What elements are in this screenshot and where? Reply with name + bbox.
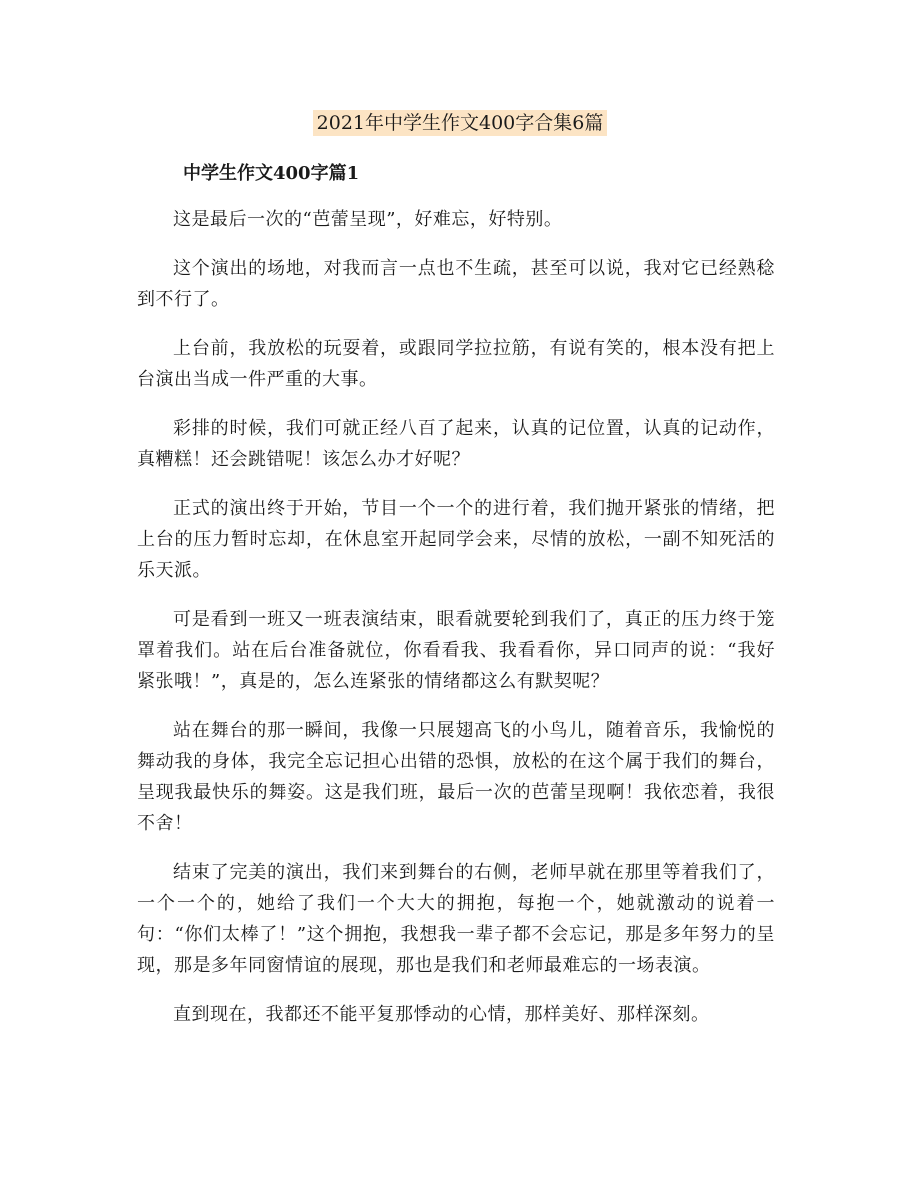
document-title-block	[0, 108, 920, 138]
paragraph-2: 这个演出的场地，对我而言一点也不生疏，甚至可以说，我对它已经熟稔到不行了。	[137, 258, 775, 310]
section-heading: 中学生作文400字篇1	[183, 163, 360, 184]
paragraph-4: 彩排的时候，我们可就正经八百了起来，认真的记位置，认真的记动作，真糟糕！还会跳错呢！该怎么办才好呢？	[137, 418, 775, 470]
document-title: 2021年中学生作文400字合集6篇	[313, 110, 608, 136]
paragraph-7: 站在舞台的那一瞬间，我像一只展翅高飞的小鸟儿，随着音乐，我愉悦的舞动我的身体，我完全忘记担心出错的恐惧，放松的在这个属于我们的舞台，呈现我最快乐的舞姿。这是我们班，最后一次的芭蕾呈现啊！我依恋着，我很不舍！	[137, 720, 775, 834]
paragraph-8: 结束了完美的演出，我们来到舞台的右侧，老师早就在那里等着我们了，一个一个的，她给了我们一个大大的拥抱，每抱一个，她就激动的说着一句：“你们太棒了！”这个拥抱，我想我一辈子都不会忘记，那是多年努力的呈现，那是多年同窗情谊的展现，那也是我们和老师最难忘的一场表演。	[137, 862, 775, 976]
paragraph-9: 直到现在，我都还不能平复那悸动的心情，那样美好、那样深刻。	[173, 1004, 710, 1025]
essay-body	[137, 204, 775, 1048]
paragraph-6: 可是看到一班又一班表演结束，眼看就要轮到我们了，真正的压力终于笼罩着我们。站在后台准备就位，你看看我、我看看你，异口同声的说：“我好紧张哦！”，真是的，怎么连紧张的情绪都这么有默契呢？	[137, 609, 775, 692]
paragraph-5: 正式的演出终于开始，节目一个一个的进行着，我们抛开紧张的情绪，把上台的压力暂时忘却，在休息室开起同学会来，尽情的放松，一副不知死活的乐天派。	[137, 498, 775, 581]
paragraph-1: 这是最后一次的“芭蕾呈现”，好难忘，好特别。	[173, 209, 563, 230]
paragraph-3: 上台前，我放松的玩耍着，或跟同学拉拉筋，有说有笑的，根本没有把上台演出当成一件严重的大事。	[137, 338, 775, 390]
